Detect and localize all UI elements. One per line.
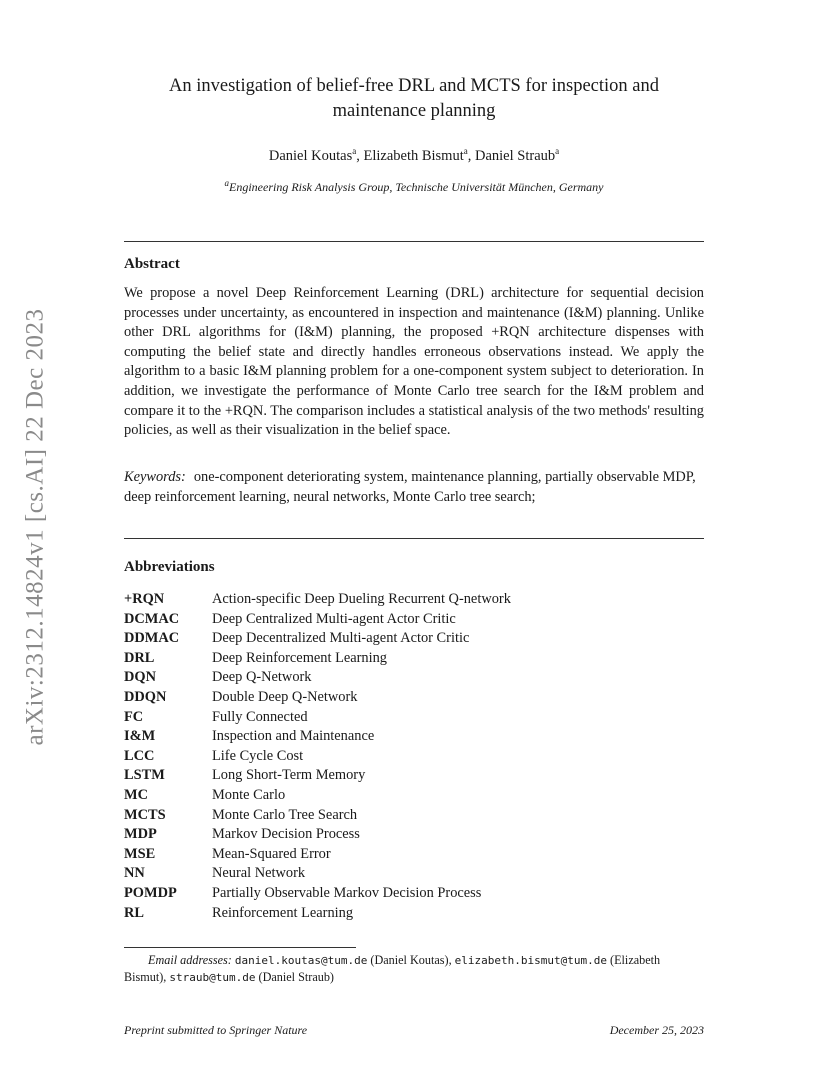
abbreviation-definition: Neural Network [212,865,306,882]
email-address: elizabeth.bismut@tum.de [454,954,607,967]
abbreviation-definition: Markov Decision Process [212,826,360,843]
email-owner: (Daniel Koutas), [370,953,452,967]
abbreviation-row [124,884,704,904]
abbreviation-row [124,766,704,786]
abbreviation-term: +RQN [124,591,165,607]
abbreviation-definition: Long Short-Term Memory [212,767,366,784]
abbreviation-term: DDMAC [124,630,180,647]
abbreviation-term: MDP [124,826,157,843]
abbreviation-term: MCTS [124,806,166,823]
email-owner: (Elizabeth Bismut), [124,953,661,984]
author-name: Daniel Straub [475,147,556,164]
abbreviation-definition: Double Deep Q-Network [212,688,358,705]
author-affil-mark: a [555,146,560,156]
top-rule [124,241,704,242]
abbreviation-row [124,747,704,767]
abbreviation-row [124,688,704,708]
email-address: straub@tum.de [169,971,256,984]
abbreviation-definition: Partially Observable Markov Decision Process [212,884,482,901]
abbreviations-list [124,590,704,923]
abbreviation-term: I&M [124,728,156,745]
abbreviation-term: MSE [124,845,156,862]
affiliation [124,178,704,195]
abbreviation-term: LSTM [124,767,165,784]
abbreviation-definition: Inspection and Maintenance [212,728,375,745]
keywords-label: Keywords: [124,469,186,485]
abbreviation-row [124,708,704,728]
abbreviation-term: DRL [124,649,155,666]
abbreviation-row [124,649,704,669]
abbreviation-definition: Deep Q-Network [212,669,312,686]
abbreviation-term: POMDP [124,884,177,901]
abbreviation-row [124,610,704,630]
affiliation-mark: a [224,178,229,188]
abbreviation-definition: Monte Carlo [212,786,286,803]
abbreviation-row [124,727,704,747]
abbreviation-term: NN [124,865,145,882]
footnote-emails [124,952,704,986]
author-affil-mark: a [463,146,468,156]
abbreviation-term: MC [124,786,148,803]
preprint-date: December 25, 2023 [609,1023,704,1037]
abbreviation-term: RL [124,904,144,921]
abbreviation-row [124,668,704,688]
arxiv-stamp-text: arXiv:2312.14824v1 [cs.AI] 22 Dec 2023 [21,308,48,746]
abbreviation-definition: Deep Decentralized Multi-agent Actor Critic [212,630,470,647]
abbreviation-row [124,845,704,865]
abbreviation-row [124,786,704,806]
abbreviation-definition: Fully Connected [212,708,308,725]
keywords [124,468,704,507]
author-name: Daniel Koutas [268,147,353,164]
abbreviation-term: DCMAC [124,610,180,627]
email-owner: (Daniel Straub) [258,970,334,984]
abbreviation-term: FC [124,708,144,725]
author-name: Elizabeth Bismut [363,147,464,164]
abbreviation-row [124,904,704,924]
abbreviation-term: DDQN [124,688,167,705]
page-footer [124,1023,704,1038]
paper-title: An investigation of belief-free DRL and MCTS for inspection and maintenance planning [169,76,659,121]
abstract-text: We propose a novel Deep Reinforcement Learning (DRL) architecture for sequential decision processes under uncertainty, as encountered in inspection and maintenance (I&M) planning. Unlike other DRL algorithms for (I&M) planning, the proposed +RQN architecture dispenses with computing the belief state and directly handles erroneous observations instead. We apply the algorithm to a basic I&M planning problem for a one-component system subject to deterioration. In addition, we investigate the performance of Monte Carlo tree search for the I&M problem and compare it to the +RQN. The comparison includes a statistical analysis of the two methods' resulting policies, as well as their visualization in the belief space. [124,285,704,439]
abbreviation-definition: Life Cycle Cost [212,747,304,764]
abbreviation-definition: Monte Carlo Tree Search [212,806,358,823]
abstract-heading: Abstract [124,256,180,272]
abbreviation-definition: Reinforcement Learning [212,904,354,921]
abbreviation-definition: Mean-Squared Error [212,845,331,862]
abstract-bottom-rule [124,538,704,539]
keywords-text: one-component deteriorating system, maintenance planning, partially observable MDP, deep reinforcement learning, neural networks, Monte Carlo tree search; [124,469,696,505]
email-address: daniel.koutas@tum.de [234,954,368,967]
abbreviation-row [124,864,704,884]
abbreviation-row [124,825,704,845]
abbreviation-definition: Deep Centralized Multi-agent Actor Critic [212,610,456,627]
footnote-rule [124,947,356,948]
abbreviation-term: DQN [124,669,156,686]
abbreviation-definition: Deep Reinforcement Learning [212,649,388,666]
author-list: Daniel Koutas$^a$, Elizabeth Bismut$^a$, Daniel Straub$^a$ [268,146,560,164]
arxiv-stamp [15,296,55,758]
affiliation-text: Engineering Risk Analysis Group, Technische Universität München, Germany [229,180,604,194]
abbreviation-row [124,590,704,610]
abbreviations-heading: Abbreviations [124,559,215,575]
abbreviation-definition: Action-specific Deep Dueling Recurrent Q-network [212,591,511,607]
author-affil-mark: a [352,146,357,156]
abbreviation-row [124,629,704,649]
footnote-label: Email addresses: [148,953,232,967]
abbreviation-term: LCC [124,747,155,764]
preprint-note: Preprint submitted to Springer Nature [124,1023,308,1037]
abbreviation-row [124,806,704,826]
